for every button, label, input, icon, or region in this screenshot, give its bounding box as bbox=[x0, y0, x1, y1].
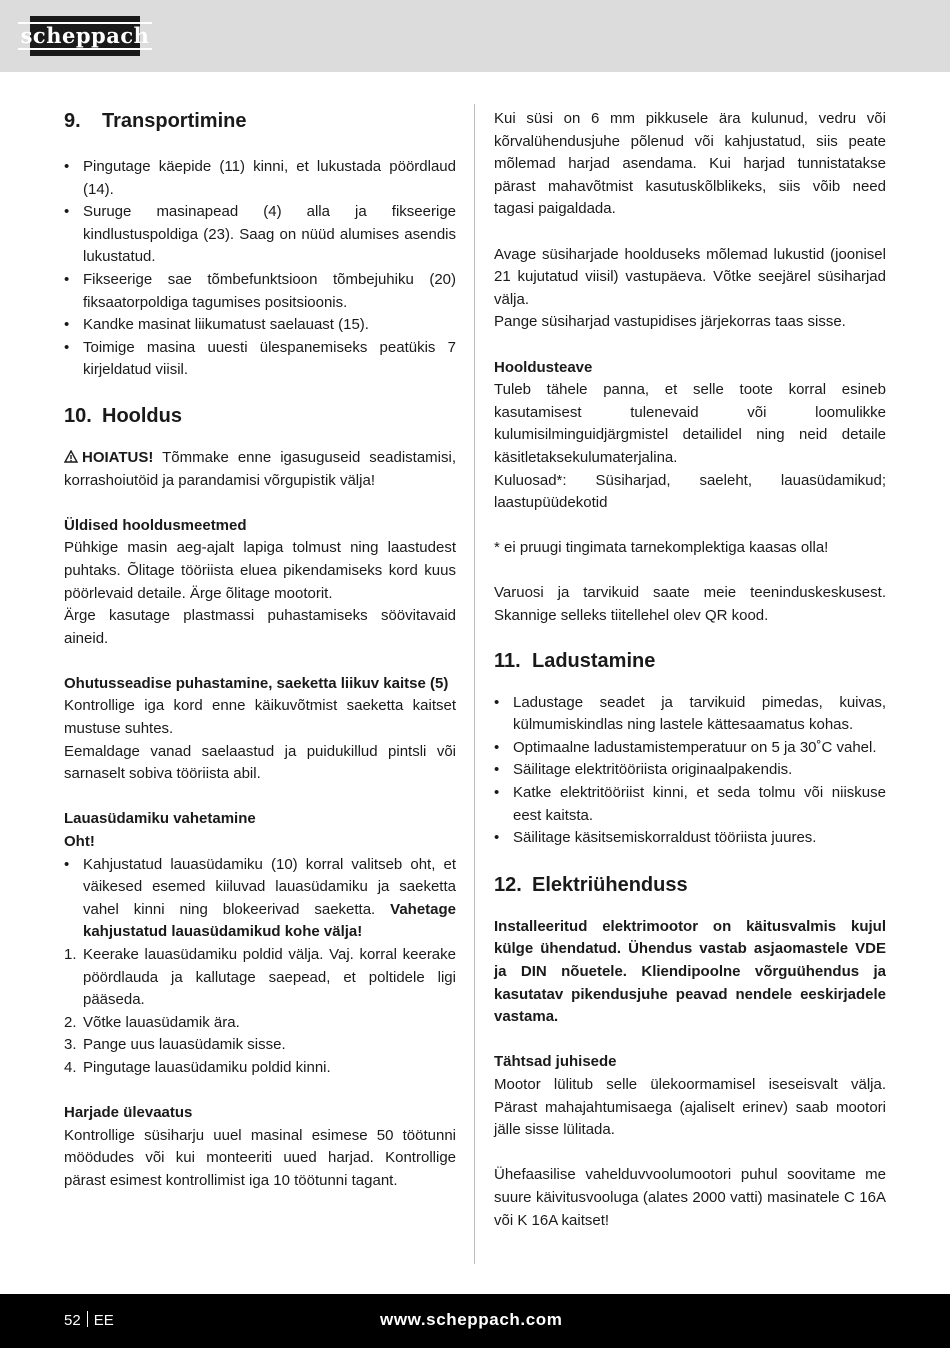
section-title: Hooldus bbox=[102, 404, 182, 427]
logo-text: scheppach bbox=[18, 22, 153, 50]
list-item: • Fikseerige sae tõmbefunktsioon tõmbejuhiku (20) fiksaatorpoldiga tagumises positsioonis. bbox=[64, 270, 456, 311]
paragraph: Tuleb tähele panna, et selle toote korral esineb kasutamisest tulenevaid või loomulikke kulumisilminguidjärgmistel detailidel ning neid detaile käsitletaksekulumaterjalina. bbox=[494, 381, 886, 466]
subheading: Hooldusteave bbox=[494, 358, 593, 376]
paragraph: Mootor lülitub selle ülekoormamisel iseseisvalt välja. Pärast mahajahtumisaega (ajaliselt erinev) saab mootori jälle sisse lülitada. bbox=[494, 1075, 886, 1139]
list-item: • Toimige masina uuesti ülespanemiseks peatükis 7 kirjeldatud viisil. bbox=[64, 338, 456, 379]
brand-logo bbox=[20, 16, 150, 56]
subheading: Harjade ülevaatus bbox=[64, 1104, 193, 1122]
list-item: • Kandke masinat liikumatust saelauast (15). bbox=[64, 316, 369, 334]
section-number: 11. bbox=[494, 649, 521, 672]
subheading: Tähtsad juhisede bbox=[494, 1053, 617, 1071]
paragraph: Pühkige masin aeg-ajalt lapiga tolmust ning laastudest puhtaks. Õlitage tööriista eluea pikendamiseks kord kuus pöörlevaid detaile. Ärge õlitage mootorit. bbox=[64, 539, 456, 602]
section-title: Elektriühenduss bbox=[532, 873, 688, 896]
subheading: Lauasüdamiku vahetamine bbox=[64, 810, 256, 828]
column-divider bbox=[474, 104, 475, 1264]
list-item: 2. Võtke lauasüdamik ära. bbox=[64, 1013, 240, 1031]
list-item: • Katke elektritööriist kinni, et seda tolmu või niiskuse eest kaitsta. bbox=[494, 784, 886, 824]
list-item: • Optimaalne ladustamistemperatuur on 5 ja 30˚C vahel. bbox=[494, 738, 877, 756]
page-info bbox=[64, 1310, 114, 1332]
footer-bar bbox=[0, 1294, 950, 1348]
warning-paragraph bbox=[64, 447, 456, 492]
right-column bbox=[494, 108, 886, 1232]
danger-label: Oht! bbox=[64, 833, 95, 851]
paragraph: Ärge kasutage plastmassi puhastamiseks söövitavaid aineid. bbox=[64, 607, 456, 647]
section-number: 9. bbox=[64, 110, 81, 132]
page-number: 52 bbox=[64, 1312, 81, 1329]
left-column bbox=[64, 108, 456, 1193]
paragraph: Kontrollige iga kord enne käikuvõtmist saeketta kaitset mustuse suhtes. bbox=[64, 697, 456, 738]
list-item: • Kahjustatud lauasüdamiku (10) korral valitseb oht, et väikesed esemed kiiluvad lauasüdamiku ja saeketta vahel kinni ning blokeerivad saeketta. Vahetage kahjustatud lauasüdamikud kohe välja! bbox=[64, 855, 457, 941]
footnote: * ei pruugi tingimata tarnekomplektiga kaasas olla! bbox=[494, 539, 829, 557]
insert-warning-list bbox=[64, 854, 456, 944]
section-10-heading bbox=[64, 403, 456, 429]
section-number: 12. bbox=[494, 873, 522, 896]
warning-text: Tõmmake enne igasuguseid seadistamisi, korrashoiutöid ja parandamisi võrgupistik välja! bbox=[64, 448, 456, 489]
paragraph: Ühefaasilise vahelduvvoolumootori puhul soovitame me suure käivitusvooluga (alates 2000 vatti) masinatele C 16A või K 16A kaitset! bbox=[494, 1166, 886, 1229]
warning-triangle-icon bbox=[64, 447, 82, 470]
section-12-heading bbox=[494, 872, 886, 898]
warning-label: HOIATUS! bbox=[82, 448, 154, 466]
storage-list bbox=[494, 692, 886, 850]
list-item: • Säilitage käsitsemiskorraldust tööriista juures. bbox=[494, 829, 817, 847]
paragraph: Kuluosad*: Süsiharjad, saeleht, lauasüdamikud; laastupüüdekotid bbox=[494, 471, 886, 512]
section-title: Ladustamine bbox=[532, 649, 656, 672]
paragraph: Kui süsi on 6 mm pikkusele ära kulunud, vedru või kõrvalühendusjuhe põlenud või kahjustatud, siis peate mõlemad harjad asendama. Kui harjad tunnistatakse pärast mahavõtmist kasutuskõlblikeks, siis võib need tagasi paigaldada. bbox=[494, 110, 886, 218]
list-item: • Säilitage elektritööriista originaalpakendis. bbox=[494, 761, 793, 779]
list-item: 4. Pingutage lauasüdamiku poldid kinni. bbox=[64, 1058, 331, 1076]
list-item: 1. Keerake lauasüdamiku poldid välja. Vaj. korral keerake pöördlauda ja kallutage saepead, et poltidele ligi pääseda. bbox=[64, 946, 456, 1009]
language-code: EE bbox=[93, 1312, 114, 1329]
paragraph: Kontrollige süsiharju uuel masinal esimese 50 töötunni möödudes või kui monteeriti uued harjad. Kontrollige pärast esimest kontrollimist iga 10 töötunni tagant. bbox=[64, 1126, 456, 1189]
section-title: Transportimine bbox=[102, 110, 247, 132]
transport-list bbox=[64, 156, 456, 382]
website-url: www.scheppach.com bbox=[380, 1310, 563, 1329]
insert-steps-list bbox=[64, 944, 456, 1080]
list-item: • Ladustage seadet ja tarvikuid pimedas, kuivas, külmumiskindlas ning lastele kättesaamatus kohas. bbox=[494, 693, 886, 734]
paragraph: Pange süsiharjad vastupidises järjekorras taas sisse. bbox=[494, 313, 846, 331]
list-item: 3. Pange uus lauasüdamik sisse. bbox=[64, 1036, 286, 1054]
section-9-heading bbox=[64, 108, 456, 134]
bold-paragraph: Installeeritud elektrimootor on käitusvalmis kujul külge ühendatud. Ühendus vastab asjaomastele VDE ja DIN nõuetele. Kliendipoolne võrguühendus ja kasutatav pikendusjuhe peavad nendele eeskirjadele vastama. bbox=[494, 917, 886, 1026]
paragraph: Eemaldage vanad saelaastud ja puidukillud pintsli või sarnaselt sobiva tööriista abil. bbox=[64, 742, 456, 783]
subheading: Üldised hooldusmeetmed bbox=[64, 516, 247, 534]
section-11-heading bbox=[494, 648, 886, 674]
header-bar bbox=[0, 0, 950, 72]
subheading: Ohutusseadise puhastamine, saeketta liikuv kaitse (5) bbox=[64, 674, 449, 692]
paragraph: Avage süsiharjade hoolduseks mõlemad lukustid (joonisel 21 kujutatud viisil) vastupäeva. Võtke seejärel süsiharjad välja. bbox=[494, 245, 886, 308]
list-item: • Pingutage käepide (11) kinni, et lukustada pöördlaud (14). bbox=[64, 158, 456, 198]
paragraph: Varuosi ja tarvikuid saate meie teeninduskeskusest. Skannige selleks tiitellehel olev QR kood. bbox=[494, 584, 886, 625]
section-number: 10. bbox=[64, 404, 92, 427]
list-item: • Suruge masinapead (4) alla ja fikseerige kindlustuspoldiga (23). Saag on nüüd alumises asendis lukustatud. bbox=[64, 203, 456, 266]
